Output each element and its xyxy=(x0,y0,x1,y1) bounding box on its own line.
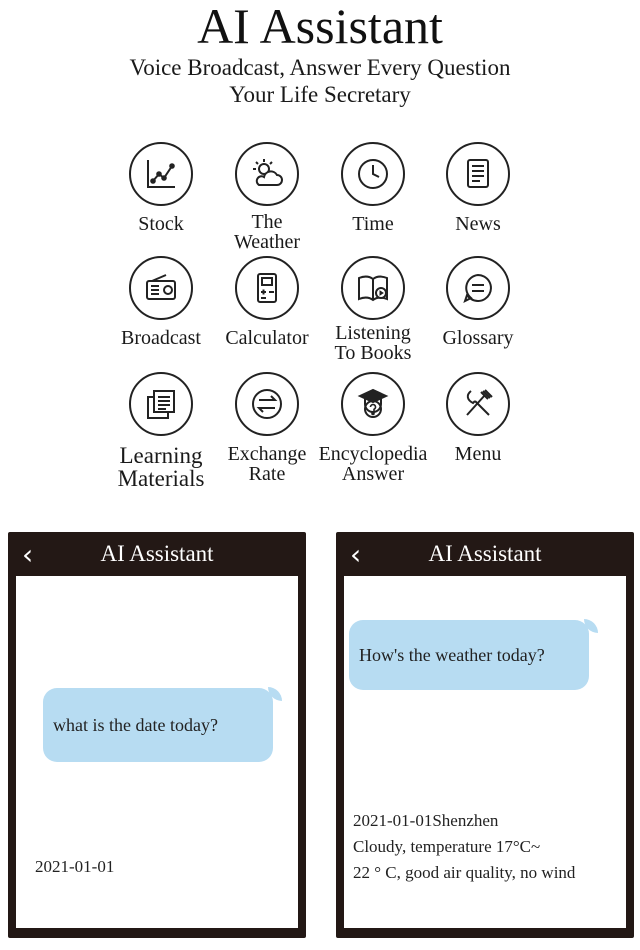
phone-title: AI Assistant xyxy=(428,541,542,566)
subtitle-line-1: Voice Broadcast, Answer Every Question xyxy=(129,55,511,80)
question-text: what is the date today? xyxy=(53,714,218,735)
feature-label: Stock xyxy=(138,213,184,235)
feature-encyclopedia[interactable] xyxy=(318,372,428,484)
feature-label: Learning xyxy=(119,443,203,468)
encyclopedia-icon xyxy=(356,387,390,421)
feature-label-2: Weather xyxy=(233,231,301,253)
feature-listening-books[interactable] xyxy=(318,256,428,363)
back-arrow-icon[interactable]: ‹ xyxy=(22,538,34,571)
subtitle-line-2: Your Life Secretary xyxy=(229,82,411,107)
exchange-icon xyxy=(250,387,284,421)
feature-label: Broadcast xyxy=(121,327,201,349)
feature-learning-materials[interactable] xyxy=(106,372,216,490)
clock-icon xyxy=(356,157,390,191)
feature-broadcast[interactable] xyxy=(106,256,216,348)
chat-screen xyxy=(344,576,626,928)
phone-header xyxy=(336,532,634,576)
feature-label-2: Rate xyxy=(248,463,286,485)
chat-screen xyxy=(16,576,298,928)
phone-header xyxy=(8,532,306,576)
answer-line-3: 22 ° C, good air quality, no wind xyxy=(353,863,576,882)
question-bubble xyxy=(43,688,273,762)
news-icon xyxy=(461,157,495,191)
feature-label: The xyxy=(251,211,283,233)
feature-label: Glossary xyxy=(442,327,514,349)
answer-line-2: Cloudy, temperature 17°C~ xyxy=(353,837,541,856)
feature-time[interactable] xyxy=(318,142,428,234)
page-title: AI Assistant xyxy=(197,0,443,54)
feature-label: Listening xyxy=(335,322,411,344)
answer-block xyxy=(353,808,625,886)
radio-icon xyxy=(144,271,178,305)
question-bubble xyxy=(349,620,589,690)
feature-menu[interactable] xyxy=(423,372,533,464)
feature-label: Encyclopedia xyxy=(318,443,428,465)
weather-icon xyxy=(250,157,284,191)
feature-label-2: Materials xyxy=(117,466,205,491)
fork-knife-icon xyxy=(461,387,495,421)
back-arrow-icon[interactable]: ‹ xyxy=(350,538,362,571)
feature-label: Menu xyxy=(454,443,502,465)
feature-label: Time xyxy=(352,213,394,235)
feature-label-2: To Books xyxy=(334,342,412,364)
feature-label-2: Answer xyxy=(341,463,405,485)
calculator-icon xyxy=(250,271,284,305)
feature-label: News xyxy=(455,213,501,235)
feature-exchange-rate[interactable] xyxy=(212,372,322,484)
feature-label: Calculator xyxy=(225,327,309,349)
feature-label: Exchange xyxy=(227,443,307,465)
materials-icon xyxy=(144,387,178,421)
phone-right xyxy=(336,532,634,938)
answer-line-1: 2021-01-01Shenzhen xyxy=(353,811,499,830)
feature-calculator[interactable] xyxy=(212,256,322,348)
feature-stock[interactable] xyxy=(106,142,216,234)
chat-icon xyxy=(461,271,495,305)
question-text: How's the weather today? xyxy=(359,644,545,665)
stock-chart-icon xyxy=(144,157,178,191)
answer-text: 2021-01-01 xyxy=(35,857,115,876)
feature-news[interactable] xyxy=(423,142,533,234)
phone-left xyxy=(8,532,306,938)
book-icon xyxy=(356,271,390,305)
phone-title: AI Assistant xyxy=(100,541,214,566)
feature-glossary[interactable] xyxy=(423,256,533,348)
feature-weather[interactable] xyxy=(212,142,322,252)
